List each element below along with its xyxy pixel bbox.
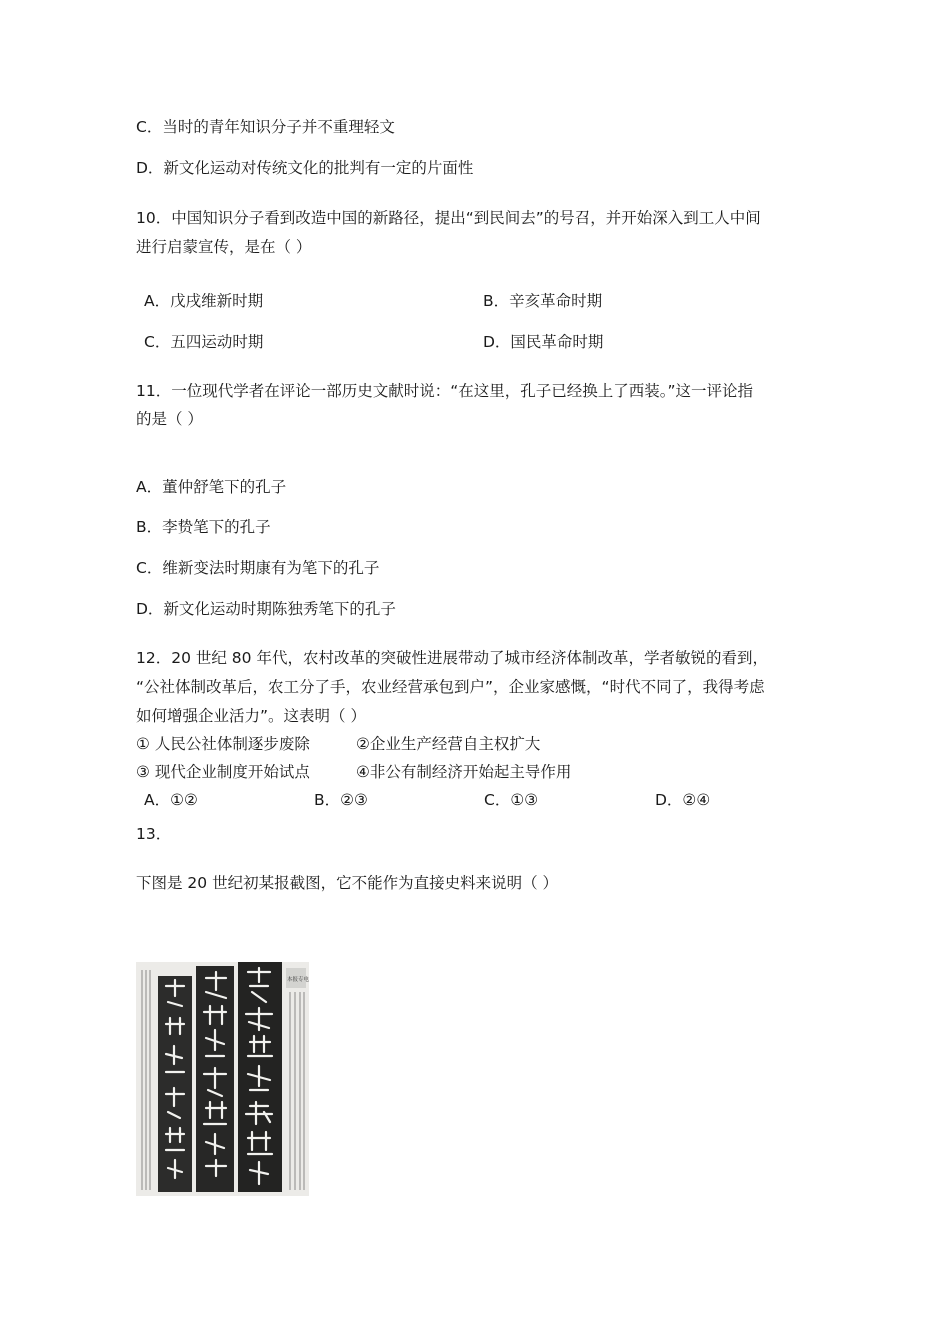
q12-option-d: D．②④ [655, 791, 711, 809]
q12-stem-line-2: “公社体制改革后，农工分了手，农业经营承包到户”，企业家感慨，“时代不同了，我得考虑 [136, 678, 765, 696]
newspaper-clipping-image [136, 962, 309, 1196]
q10-option-a: A．戊戌维新时期 [144, 292, 264, 310]
q10-option-c: C．五四运动时期 [144, 333, 264, 351]
q11-option-d: D．新文化运动时期陈独秀笔下的孔子 [136, 600, 396, 618]
q11-option-b: B．李贽笔下的孔子 [136, 518, 271, 536]
q13-stem: 下图是 20 世纪初某报截图，它不能作为直接史料来说明（ ） [136, 874, 559, 892]
q11-stem-line-2: 的是（ ） [136, 410, 203, 428]
q10-option-d: D．国民革命时期 [483, 333, 604, 351]
q12-item-4: ④非公有制经济开始起主导作用 [356, 763, 572, 781]
q11-option-a: A．董仲舒笔下的孔子 [136, 478, 287, 496]
q12-stem-line-3: 如何增强企业活力”。这表明（ ） [136, 707, 366, 725]
q10-stem-line-2: 进行启蒙宣传，是在（ ） [136, 238, 312, 256]
q12-option-b: B．②③ [314, 791, 368, 809]
q12-item-2: ②企业生产经营自主权扩大 [356, 735, 541, 753]
q10-option-b: B．辛亥革命时期 [483, 292, 603, 310]
q9-option-d: D．新文化运动对传统文化的批判有一定的片面性 [136, 159, 474, 177]
q13-number: 13． [136, 825, 172, 843]
q12-stem-line-1: 12．20 世纪 80 年代，农村改革的突破性进展带动了城市经济体制改革，学者敏锐的看到， [136, 649, 768, 667]
q12-item-1: ① 人民公社体制逐步废除 [136, 735, 310, 753]
q12-option-c: C．①③ [484, 791, 539, 809]
q10-stem-line-1: 10．中国知识分子看到改造中国的新路径，提出“到民间去”的号召，并开始深入到工人中间 [136, 209, 761, 227]
q12-option-a: A．①② [144, 791, 198, 809]
q11-stem-line-1: 11．一位现代学者在评论一部历史文献时说：“在这里，孔子已经换上了西装。”这一评论指 [136, 382, 754, 400]
newspaper-corner-label: 本报专电 [287, 977, 309, 983]
q9-option-c: C．当时的青年知识分子并不重理轻文 [136, 118, 395, 136]
q11-option-c: C．维新变法时期康有为笔下的孔子 [136, 559, 380, 577]
q12-item-3: ③ 现代企业制度开始试点 [136, 763, 310, 781]
